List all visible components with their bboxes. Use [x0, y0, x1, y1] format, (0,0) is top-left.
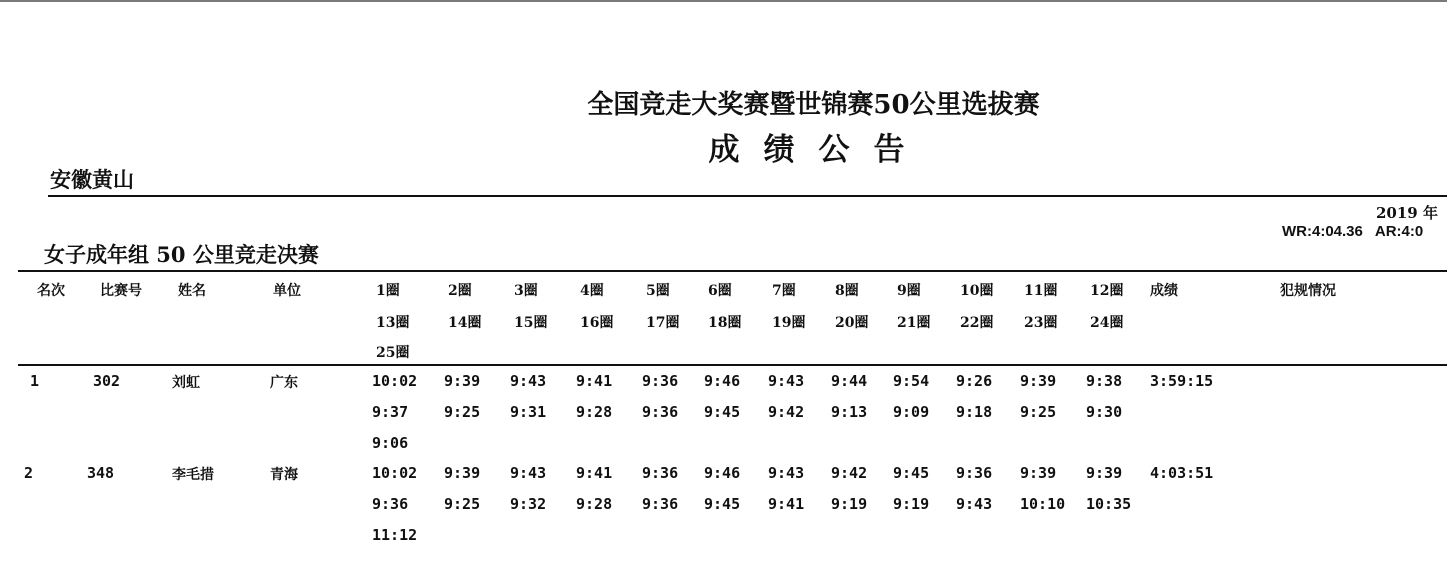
lap-split: 9:45 — [893, 464, 930, 482]
lap-split: 9:39 — [1020, 464, 1057, 482]
lap-split: 9:26 — [956, 372, 993, 390]
col-lap: 4圈 — [580, 283, 604, 299]
lap-split: 10:35 — [1086, 495, 1132, 513]
header-rule — [48, 195, 1447, 197]
col-lap: 8圈 — [835, 283, 859, 299]
lap-split: 9:39 — [444, 464, 481, 482]
records-line — [1282, 223, 1435, 240]
lap-split: 9:36 — [642, 464, 679, 482]
event-title: 女子成年组 50 公里竞走决赛 — [44, 242, 319, 267]
col-lap: 19圈 — [772, 315, 806, 331]
lap-split: 9:42 — [831, 464, 868, 482]
lap-split: 9:28 — [576, 495, 613, 513]
event-rule — [18, 270, 1447, 272]
lap-split: 9:36 — [372, 495, 409, 513]
athlete-unit: 广东 — [270, 375, 298, 391]
lap-split: 9:41 — [768, 495, 805, 513]
asian-record: AR:4:0 — [1374, 223, 1424, 240]
col-lap: 24圈 — [1090, 315, 1124, 331]
lap-split: 9:45 — [704, 495, 741, 513]
col-lap: 14圈 — [448, 315, 482, 331]
lap-split: 9:06 — [372, 434, 409, 452]
world-record: WR:4:04.36 — [1282, 223, 1363, 240]
lap-split: 9:38 — [1086, 372, 1123, 390]
lap-split: 9:46 — [704, 464, 741, 482]
lap-split: 9:45 — [704, 403, 741, 421]
col-lap: 5圈 — [646, 283, 670, 299]
lap-split: 9:28 — [576, 403, 613, 421]
lap-split: 10:02 — [372, 464, 418, 482]
col-lap: 16圈 — [580, 315, 614, 331]
lap-split: 9:19 — [893, 495, 930, 513]
col-rank: 名次 — [37, 283, 65, 299]
lap-split: 9:36 — [642, 372, 679, 390]
document-subtitle: 成绩公告 — [708, 132, 929, 168]
col-violations: 犯规情况 — [1280, 283, 1336, 299]
col-lap: 15圈 — [514, 315, 548, 331]
lap-split: 9:46 — [704, 372, 741, 390]
lap-split: 9:19 — [831, 495, 868, 513]
lap-split: 9:36 — [642, 495, 679, 513]
lap-split: 9:43 — [956, 495, 993, 513]
lap-split: 9:41 — [576, 464, 613, 482]
final-result: 4:03:51 — [1150, 464, 1214, 482]
col-result: 成绩 — [1150, 283, 1178, 299]
col-lap: 10圈 — [960, 283, 994, 299]
location-label: 安徽黄山 — [50, 167, 134, 192]
lap-split: 9:43 — [768, 372, 805, 390]
athlete-rank: 1 — [30, 372, 40, 390]
lap-split: 9:43 — [510, 464, 547, 482]
col-lap: 6圈 — [708, 283, 732, 299]
col-name: 姓名 — [178, 283, 206, 299]
lap-split: 9:09 — [893, 403, 930, 421]
col-lap: 12圈 — [1090, 283, 1124, 299]
lap-split: 9:43 — [510, 372, 547, 390]
date-label: 2019 年 — [1376, 204, 1438, 222]
lap-split: 10:02 — [372, 372, 418, 390]
column-header-rule — [18, 364, 1447, 366]
lap-split: 9:39 — [444, 372, 481, 390]
lap-split: 9:43 — [768, 464, 805, 482]
top-border — [0, 0, 1447, 2]
col-lap: 1圈 — [376, 283, 400, 299]
col-lap: 23圈 — [1024, 315, 1058, 331]
lap-split: 11:12 — [372, 526, 418, 544]
lap-split: 9:39 — [1020, 372, 1057, 390]
lap-split: 9:42 — [768, 403, 805, 421]
athlete-unit: 青海 — [270, 467, 298, 483]
col-lap: 22圈 — [960, 315, 994, 331]
col-lap: 21圈 — [897, 315, 931, 331]
athlete-bib: 348 — [87, 464, 115, 482]
lap-split: 9:25 — [444, 495, 481, 513]
lap-split: 9:36 — [642, 403, 679, 421]
lap-split: 9:41 — [576, 372, 613, 390]
col-bib: 比赛号 — [100, 283, 142, 299]
col-lap: 2圈 — [448, 283, 472, 299]
document-title: 全国竞走大奖赛暨世锦赛50公里选拔赛 — [587, 90, 1040, 120]
col-lap: 17圈 — [646, 315, 680, 331]
lap-split: 9:31 — [510, 403, 547, 421]
lap-split: 9:44 — [831, 372, 868, 390]
athlete-rank: 2 — [24, 464, 34, 482]
athlete-name: 刘虹 — [172, 375, 200, 391]
lap-split: 9:30 — [1086, 403, 1123, 421]
athlete-name: 李毛措 — [172, 467, 214, 483]
col-unit: 单位 — [273, 283, 301, 299]
lap-split: 9:25 — [444, 403, 481, 421]
lap-split: 9:25 — [1020, 403, 1057, 421]
lap-split: 9:36 — [956, 464, 993, 482]
col-lap: 9圈 — [897, 283, 921, 299]
lap-split: 9:37 — [372, 403, 409, 421]
col-lap: 20圈 — [835, 315, 869, 331]
col-lap: 25圈 — [376, 345, 410, 361]
lap-split: 9:32 — [510, 495, 547, 513]
col-lap: 3圈 — [514, 283, 538, 299]
lap-split: 9:13 — [831, 403, 868, 421]
lap-split: 9:39 — [1086, 464, 1123, 482]
final-result: 3:59:15 — [1150, 372, 1214, 390]
athlete-bib: 302 — [93, 372, 121, 390]
col-lap: 13圈 — [376, 315, 410, 331]
lap-split: 10:10 — [1020, 495, 1066, 513]
lap-split: 9:18 — [956, 403, 993, 421]
col-lap: 7圈 — [772, 283, 796, 299]
col-lap: 11圈 — [1024, 283, 1058, 299]
col-lap: 18圈 — [708, 315, 742, 331]
lap-split: 9:54 — [893, 372, 930, 390]
